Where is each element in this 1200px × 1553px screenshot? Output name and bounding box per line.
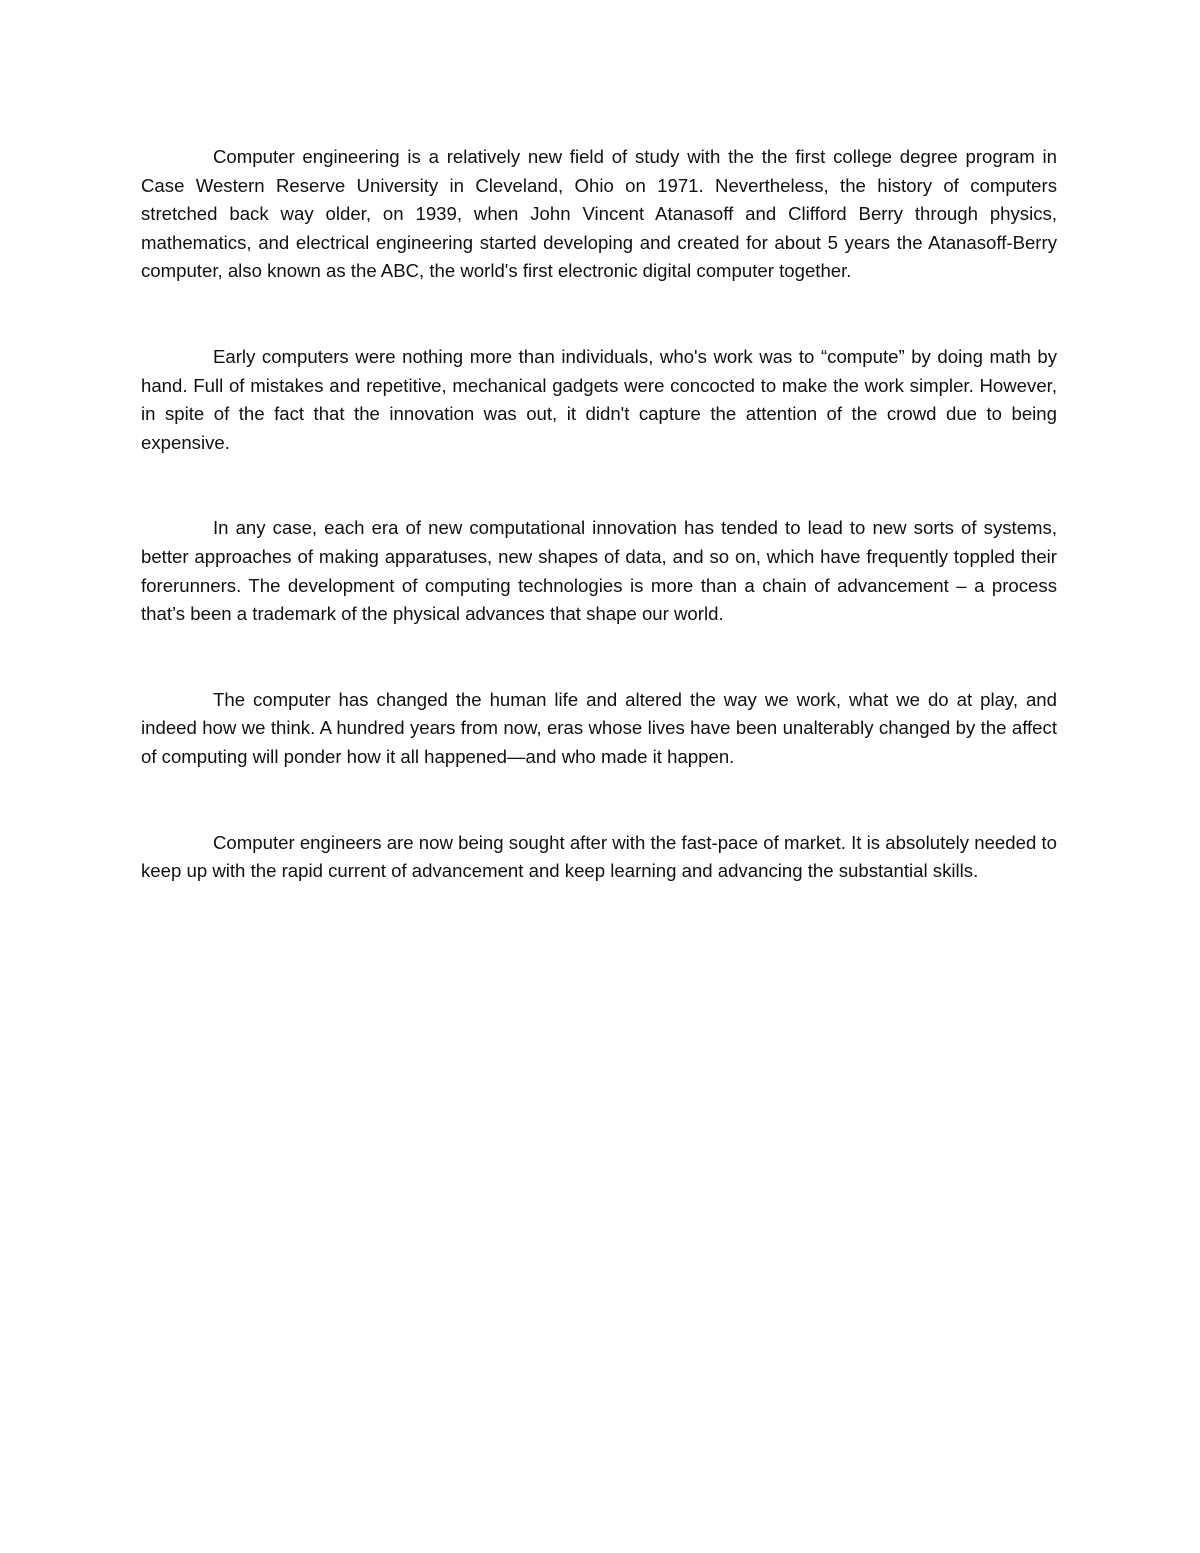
paragraph-computer-engineers: Computer engineers are now being sought after with the fast-pace of market. It is absolutely needed to keep up with the rapid current of advancement and keep learning and advancing the substantial skills. [141,831,1057,882]
document-body [141,143,1057,886]
paragraph-human-life: The computer has changed the human life and altered the way we work, what we do at play, and indeed how we think. A hundred years from now, eras whose lives have been unalterably changed by the affect of computing will ponder how it all happened—and who made it happen. [141,688,1057,767]
paragraph-history: Computer engineering is a relatively new field of study with the the first college degree program in Case Western Reserve University in Cleveland, Ohio on 1971. Nevertheless, the history of computers stretched back way older, on 1939, when John Vincent Atanasoff and Clifford Berry through physics, mathematics, and electrical engineering started developing and created for about 5 years the Atanasoff-Berry computer, also known as the ABC, the world's first electronic digital computer together. [141,146,1057,282]
paragraph-early-computers: Early computers were nothing more than individuals, who's work was to “compute” by doing math by hand. Full of mistakes and repetitive, mechanical gadgets were concocted to make the work simpler. However, in spite of the fact that the innovation was out, it didn't capture the attention of the crowd due to being expensive. [141,345,1057,453]
paragraph-computational-innovation: In any case, each era of new computational innovation has tended to lead to new sorts of systems, better approaches of making apparatuses, new shapes of data, and so on, which have frequently toppled their forerunners. The development of computing technologies is more than a chain of advancement – a process that’s been a trademark of the physical advances that shape our world. [141,517,1057,625]
